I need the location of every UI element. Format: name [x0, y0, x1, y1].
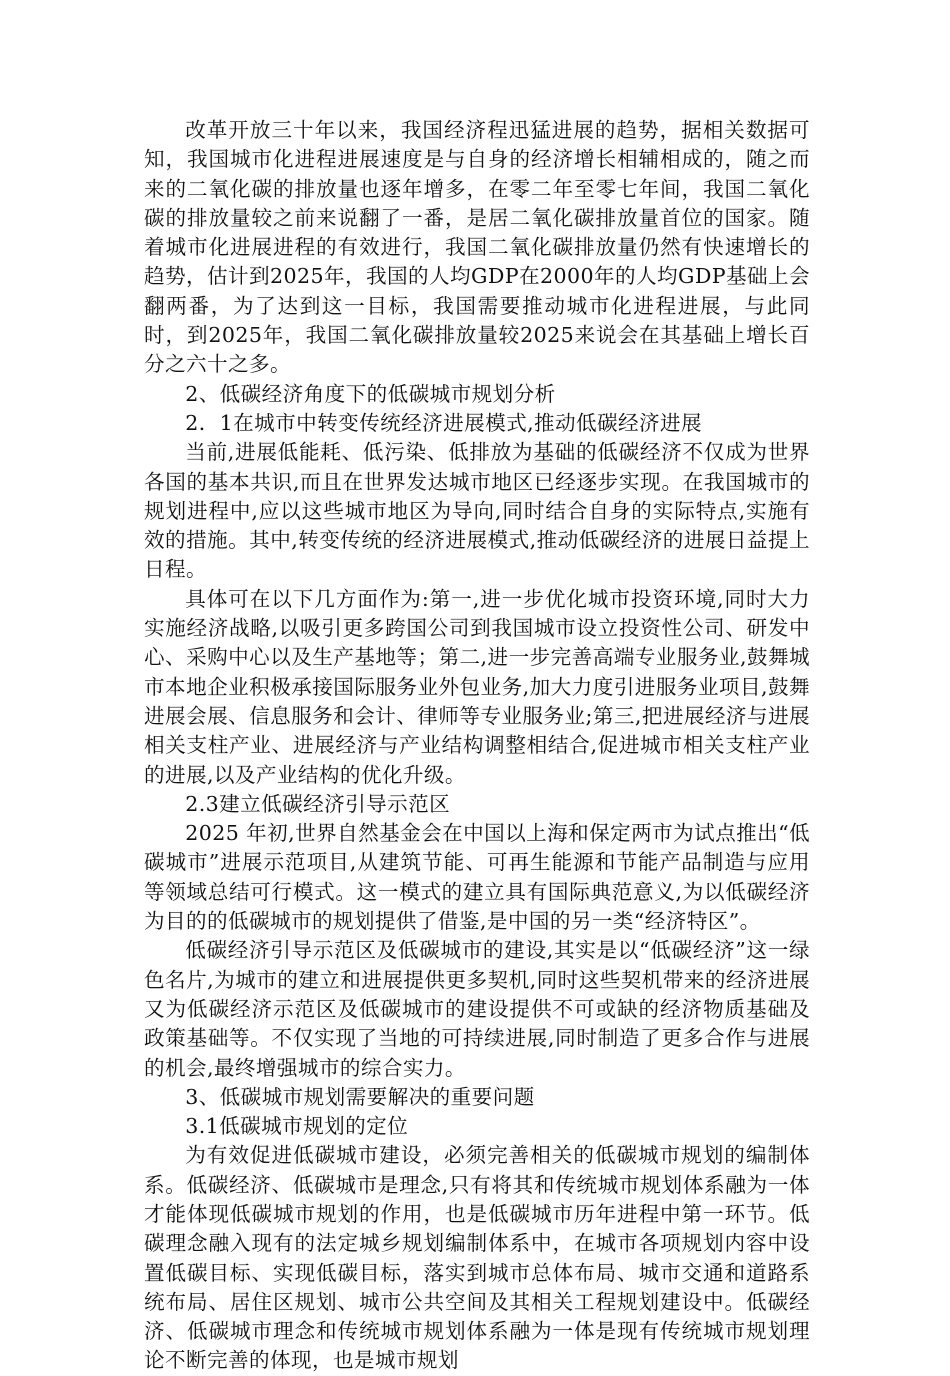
subsection-heading-2-1: 2．1在城市中转变传统经济进展模式,推动低碳经济进展: [185, 410, 702, 435]
document-body: [144, 116, 810, 1376]
paragraph-2-1-a: 当前,进展低能耗、低污染、低排放为基础的低碳经济不仅成为世界各国的基本共识,而且在世界发达城市地区已经逐步实现。在我国城市的规划进程中,应以这些城市地区为导向,同时结合自身的实际特点,实施有效的措施。其中,转变传统的经济进展模式,推动低碳经济的进展日益提上日程。: [144, 440, 810, 582]
paragraph-2-3-a: 2025 年初,世界自然基金会在中国以上海和保定两市为试点推出“低碳城市”进展示范项目,从建筑节能、可再生能源和节能产品制造与应用等领域总结可行模式。这一模式的建立具有国际典范意义,为以低碳经济为目的的低碳城市的规划提供了借鉴,是中国的另一类“经济特区”。: [144, 821, 810, 934]
section-heading-2: 2、低碳经济角度下的低碳城市规划分析: [185, 381, 556, 406]
paragraph-2-3-b: 低碳经济引导示范区及低碳城市的建设,其实是以“低碳经济”这一绿色名片,为城市的建立和进展提供更多契机,同时这些契机带来的经济进展又为低碳经济示范区及低碳城市的建设提供不可或缺的经济物质基础及政策基础等。不仅实现了当地的可持续进展,同时制造了更多合作与进展的机会,最终增强城市的综合实力。: [144, 938, 810, 1080]
paragraph-2-1-b: 具体可在以下几方面作为:第一,进一步优化城市投资环境,同时大力实施经济战略,以吸引更多跨国公司到我国城市设立投资性公司、研发中心、采购中心以及生产基地等；第二,进一步完善高端专业服务业,鼓舞城市本地企业积极承接国际服务业外包业务,加大力度引进服务业项目,鼓舞进展会展、信息服务和会计、律师等专业服务业;第三,把进展经济与进展相关支柱产业、进展经济与产业结构调整相结合,促进城市相关支柱产业的进展,以及产业结构的优化升级。: [144, 586, 810, 787]
paragraph-intro: 改革开放三十年以来，我国经济程迅猛进展的趋势，据相关数据可知，我国城市化进程进展速度是与自身的经济增长相辅相成的，随之而来的二氧化碳的排放量也逐年增多，在零二年至零七年间，我国二氧化碳的排放量较之前来说翻了一番，是居二氧化碳排放量首位的国家。随着城市化进展进程的有效进行，我国二氧化碳排放量仍然有快速增长的趋势，估计到2025年，我国的人均GDP在2000年的人均GDP基础上会翻两番，为了达到这一目标，我国需要推动城市化进程进展，与此同时，到2025年，我国二氧化碳排放量较2025来说会在其基础上增长百分之六十之多。: [144, 118, 810, 377]
subsection-heading-3-1: 3.1低碳城市规划的定位: [185, 1114, 409, 1139]
subsection-heading-2-3: 2.3建立低碳经济引导示范区: [185, 791, 451, 816]
paragraph-3-1-a: 为有效促进低碳城市建设，必须完善相关的低碳城市规划的编制体系。低碳经济、低碳城市是理念,只有将其和传统城市规划体系融为一体才能体现低碳城市规划的作用，也是低碳城市历年进程中第一环节。低碳理念融入现有的法定城乡规划编制体系中，在城市各项规划内容中设置低碳目标、实现低碳目标，落实到城市总体布局、城市交通和道路系统布局、居住区规划、城市公共空间及其相关工程规划建设中。低碳经济、低碳城市理念和传统城市规划体系融为一体是现有传统城市规划理论不断完善的体现，也是城市规划: [144, 1143, 810, 1373]
section-heading-3: 3、低碳城市规划需要解决的重要问题: [185, 1084, 535, 1109]
